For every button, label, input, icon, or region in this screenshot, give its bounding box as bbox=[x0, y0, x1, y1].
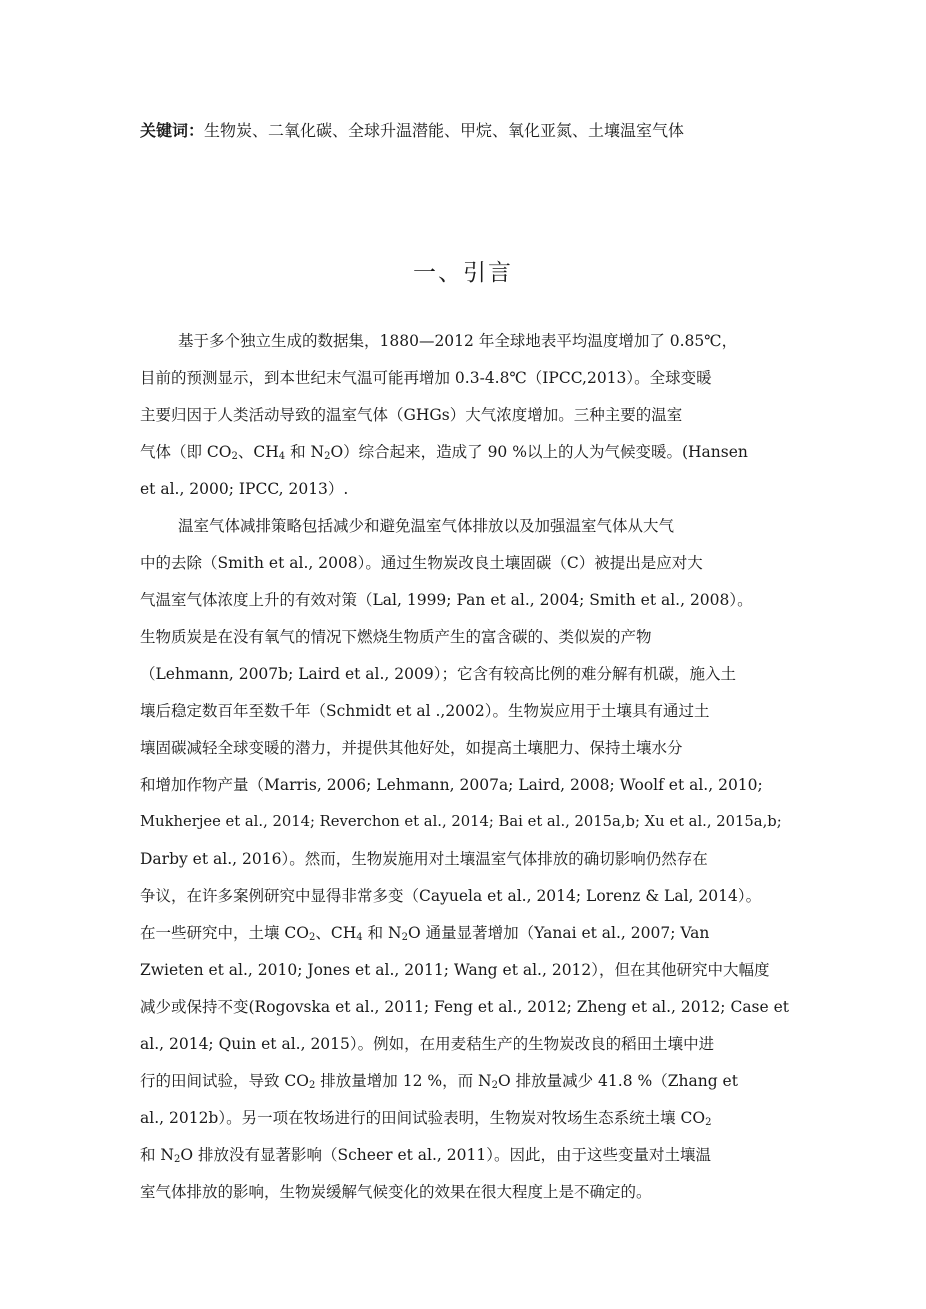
paragraph-line: Darby et al., 2016）。然而，生物炭施用对土壤温室气体排放的确切影响仍然存在 bbox=[140, 850, 708, 868]
text-run: 和 N bbox=[362, 924, 402, 942]
paragraph-line bbox=[140, 1140, 790, 1170]
paragraph-line: 和增加作物产量（Marris, 2006; Lehmann, 2007a; Laird, 2008; Woolf et al., 2010; bbox=[140, 776, 763, 794]
text-run: al., 2012b）。另一项在牧场进行的田间试验表明，生物炭对牧场生态系统土壤 CO bbox=[140, 1109, 706, 1127]
keywords-text: 生物炭、二氧化碳、全球升温潜能、甲烷、氧化亚氮、土壤温室气体 bbox=[204, 121, 685, 140]
paragraph-line: 目前的预测显示，到本世纪末气温可能再增加 0.3-4.8℃（IPCC,2013）。全球变暖 bbox=[140, 369, 712, 387]
paragraph-line: Zwieten et al., 2010; Jones et al., 2011; Wang et al., 2012），但在其他研究中大幅度 bbox=[140, 961, 770, 979]
paragraph-line: （Lehmann, 2007b; Laird et al., 2009）；它含有较高比例的难分解有机碳，施入土 bbox=[140, 665, 736, 683]
paragraph-line: 减少或保持不变(Rogovska et al., 2011; Feng et al., 2012; Zheng et al., 2012; Case et bbox=[140, 998, 790, 1016]
text-run: O 排放量减少 41.8 %（Zhang et bbox=[497, 1072, 738, 1090]
paragraph-line: 争议，在许多案例研究中显得非常多变（Cayuela et al., 2014; Lorenz & Lal, 2014）。 bbox=[140, 887, 762, 905]
subscript: 4 bbox=[356, 932, 363, 943]
paragraph-line: 气温室气体浓度上升的有效对策（Lal, 1999; Pan et al., 2004; Smith et al., 2008）。 bbox=[140, 591, 753, 609]
subscript: 2 bbox=[231, 451, 238, 462]
paragraph-line: 壤后稳定数百年至数千年（Schmidt et al .,2002）。生物炭应用于土壤具有通过土 bbox=[140, 702, 710, 720]
text-run: 排放量增加 12 %，而 N bbox=[315, 1072, 492, 1090]
text-run: O）综合起来，造成了 90 %以上的人为气候变暖。(Hansen bbox=[330, 443, 748, 461]
text-run: 气体（即 CO bbox=[140, 443, 232, 461]
paragraph-line: 室气体排放的影响，生物炭缓解气候变化的效果在很大程度上是不确定的。 bbox=[140, 1183, 652, 1201]
paragraph-line: 生物质炭是在没有氧气的情况下燃烧生物质产生的富含碳的、类似炭的产物 bbox=[140, 628, 652, 646]
subscript: 4 bbox=[278, 451, 286, 462]
keywords-line bbox=[140, 119, 860, 143]
paragraph-line bbox=[140, 918, 790, 948]
subscript: 2 bbox=[174, 1154, 181, 1165]
paragraph-line bbox=[140, 1103, 790, 1133]
paragraph-line: et al., 2000; IPCC, 2013）. bbox=[140, 480, 349, 498]
paragraph-line: 主要归因于人类活动导致的温室气体（GHGs）大气浓度增加。三种主要的温室 bbox=[140, 406, 683, 424]
section-heading: 一、引言 bbox=[413, 260, 513, 286]
paragraph-line: al., 2014; Quin et al., 2015）。例如，在用麦秸生产的生物炭改良的稻田土壤中进 bbox=[140, 1035, 715, 1053]
subscript: 2 bbox=[401, 932, 408, 943]
subscript: 2 bbox=[705, 1117, 712, 1128]
subscript: 2 bbox=[491, 1080, 498, 1091]
paragraph-line bbox=[140, 1066, 790, 1096]
text-run: 在一些研究中，土壤 CO bbox=[140, 924, 309, 942]
paragraph-line bbox=[140, 437, 790, 467]
subscript: 2 bbox=[309, 1080, 316, 1091]
paragraph-line: 壤固碳减轻全球变暖的潜力，并提供其他好处，如提高土壤肥力、保持土壤水分 bbox=[140, 739, 683, 757]
paragraph-line: 基于多个独立生成的数据集，1880—2012 年全球地表平均温度增加了 0.85℃， bbox=[178, 332, 738, 350]
keywords-label: 关键词： bbox=[140, 121, 205, 140]
text-run: O 通量显著增加（Yanai et al., 2007; Van bbox=[407, 924, 710, 942]
subscript: 2 bbox=[324, 451, 331, 462]
paragraph-line: Mukherjee et al., 2014; Reverchon et al., 2014; Bai et al., 2015a,b; Xu et al., 2015a,b; bbox=[140, 813, 782, 830]
paragraph-line: 中的去除（Smith et al., 2008）。通过生物炭改良土壤固碳（C）被提出是应对大 bbox=[140, 554, 703, 572]
subscript: 2 bbox=[309, 932, 316, 943]
text-run: O 排放没有显著影响（Scheer et al., 2011）。因此，由于这些变量对土壤温 bbox=[180, 1146, 711, 1164]
text-run: 、CH bbox=[315, 924, 357, 942]
text-run: 和 N bbox=[140, 1146, 174, 1164]
paragraph-line: 温室气体减排策略包括减少和避免温室气体排放以及加强温室气体从大气 bbox=[178, 517, 675, 535]
text-run: 行的田间试验，导致 CO bbox=[140, 1072, 309, 1090]
text-run: 和 N bbox=[285, 443, 325, 461]
text-run: 、CH bbox=[237, 443, 279, 461]
